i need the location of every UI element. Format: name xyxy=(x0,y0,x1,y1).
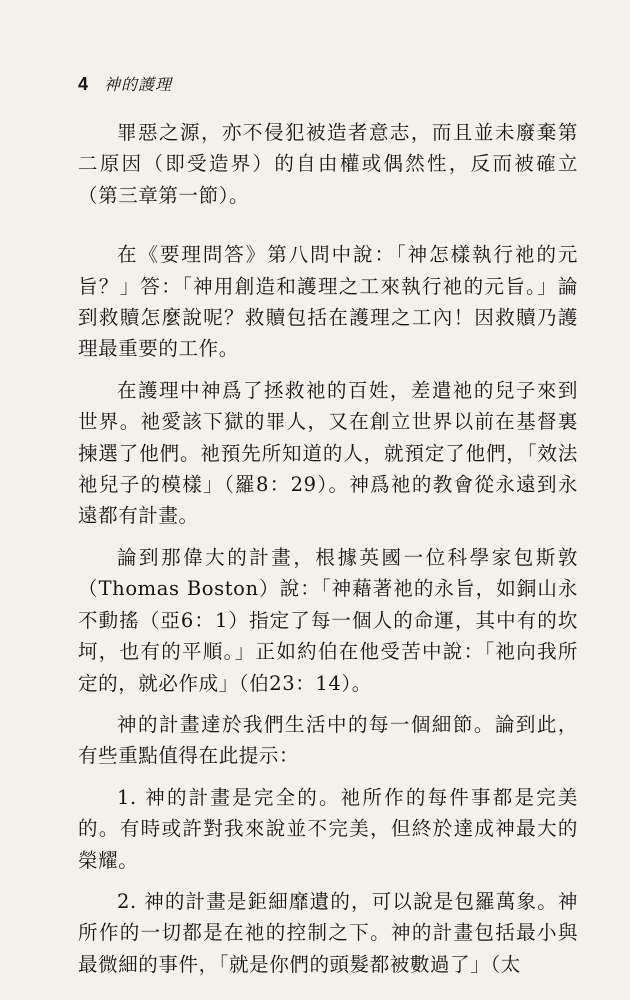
paragraph-catechism: 在《要理問答》第八問中說：「神怎樣執行祂的元旨？」答：「神用創造和護理之工來執行祂的元旨。」論到救贖怎麼說呢？救贖包括在護理之工內！因救贖乃護理最重要的工作。 xyxy=(78,243,578,361)
running-title: 神的護理 xyxy=(104,75,173,94)
paragraph-point-1: 1. 神的計畫是完全的。祂所作的每件事都是完美的。有時或許對我來說並不完美，但終於達成神最大的榮耀。 xyxy=(78,785,578,872)
page-header xyxy=(78,72,172,96)
paragraph-point-2: 2. 神的計畫是鉅細靡遺的，可以說是包羅萬象。神所作的一切都是在祂的控制之下。神的計畫包括最小與最微細的事件，「就是你們的頭髮都被數過了」（太 xyxy=(78,889,578,976)
body-text xyxy=(78,117,578,990)
paragraph-details: 神的計畫達於我們生活中的每一個細節。論到此，有些重點值得在此提示： xyxy=(78,712,578,768)
paragraph-continued: 罪惡之源，亦不侵犯被造者意志，而且並未廢棄第二原因（即受造界）的自由權或偶然性，反而被確立（第三章第一節）。 xyxy=(78,121,578,207)
page-number: 4 xyxy=(78,74,89,94)
paragraph-salvation: 在護理中神爲了拯救祂的百姓，差遣祂的兒子來到世界。祂愛該下獄的罪人，又在創立世界以前在基督裏揀選了他們。祂預先所知道的人，就預定了他們，「效法祂兒子的模樣」（羅8：29）。神爲祂的教會從永遠到永遠都有計畫。 xyxy=(78,378,578,528)
paragraph-boston: 論到那偉大的計畫，根據英國一位科學家包斯敦（Thomas Boston）說：「神藉著祂的永旨，如銅山永不動搖（亞6：1）指定了每一個人的命運，其中有的坎坷，也有的平順。」正如約伯在他受苦中說：「祂向我所定的，就必作成」（伯23：14）。 xyxy=(78,545,578,695)
